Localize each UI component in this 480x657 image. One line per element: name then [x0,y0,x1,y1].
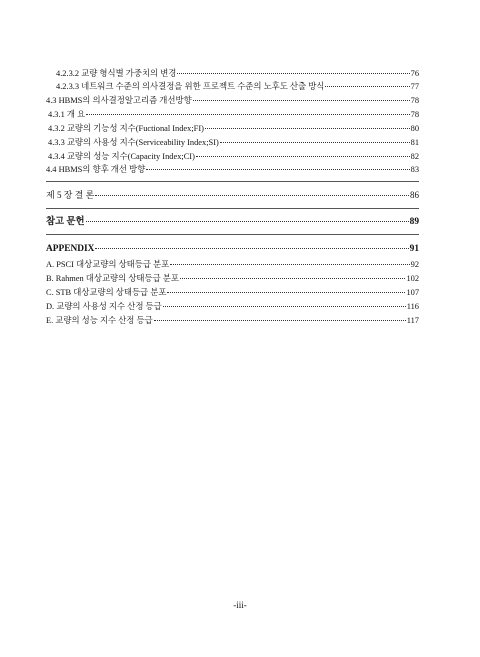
toc-entry-page: 82 [410,152,419,161]
dot-leader [95,248,408,249]
toc-entry-4-3 [46,95,419,106]
toc-appendix-b [46,273,419,284]
toc-entry-page: 107 [406,288,419,297]
toc-entry-page: 77 [410,82,419,91]
toc-entry-page: 78 [410,96,419,105]
toc-entry-page: 86 [410,190,419,200]
toc-appendix-c [46,287,419,298]
toc-entry-page: 89 [409,217,419,227]
toc-appendix-d [46,301,419,312]
toc-entry-label: 4.3.1 개 요 [48,110,86,119]
toc-entry-label: 4.4 HBMS의 향후 개선 방향 [46,165,146,174]
toc-entry-page: 117 [406,316,419,325]
dot-leader [205,128,410,129]
page-number: -iii- [233,600,247,610]
toc-entry-label: E. 교량의 성능 지수 산정 등급 [46,316,153,325]
toc-entry-label: D. 교량의 사용성 지수 산정 등급 [46,302,162,311]
toc-entry-label: B. Rahmen 대상교량의 상태등급 분포 [46,274,179,283]
toc-entry-4-3-3 [48,137,419,148]
toc-entry-4-2-3-2 [56,68,419,79]
dot-leader [163,306,406,307]
toc-entry-page: 81 [410,138,419,147]
toc-entry-label: 참고 문헌 [46,217,85,227]
dot-leader [196,156,410,157]
toc-entry-page: 83 [410,165,419,174]
toc-references [46,217,419,228]
divider [46,234,419,235]
toc-entry-4-3-4 [48,151,419,162]
toc-entry-label: 4.2.3.3 네트워크 수준의 의사결정을 위한 프로젝트 수준의 노후도 산출 방식 [56,82,325,91]
toc-entry-page: 92 [410,260,419,269]
toc-chapter-5 [46,190,419,201]
dot-leader [95,195,409,196]
toc-entry-label: 4.3 HBMS의 의사결정알고리즘 개선방향 [46,96,192,105]
toc-entry-label: 4.3.2 교량의 기능성 지수(Fuctional Index;FI) [48,124,204,133]
dot-leader [170,264,409,265]
dot-leader [86,114,410,115]
toc-entry-label: APPENDIX [46,244,95,254]
divider [46,208,419,209]
toc-appendix-a [46,259,419,270]
dot-leader [146,169,409,170]
toc-entry-label: 제 5 장 결 론 [46,190,95,200]
toc-entry-label: 4.3.3 교량의 사용성 지수(Serviceability Index;SI) [48,138,219,147]
dot-leader [220,142,410,143]
dot-leader [180,278,405,279]
dot-leader [325,86,409,87]
toc-entry-label: 4.3.4 교량의 성능 지수(Capacity Index;CI) [48,152,195,161]
divider [46,181,419,182]
dot-leader [167,292,405,293]
toc-entry-label: 4.2.3.2 교량 형식별 가중치의 변경 [56,69,177,78]
toc-entry-4-4 [46,164,419,175]
toc-entry-4-2-3-3 [56,81,419,92]
dot-leader [177,73,409,74]
toc-entry-page: 80 [410,124,419,133]
toc-entry-label: A. PSCI 대상교량의 상태등급 분포 [46,260,170,269]
toc-entry-page: 102 [406,274,419,283]
toc-appendix-e [46,315,419,326]
toc-entry-4-3-2 [48,123,419,134]
toc-entry-label: C. STB 대상교량의 상태등급 분포 [46,288,167,297]
dot-leader [86,221,409,222]
toc-appendix [46,244,419,255]
toc-entry-page: 78 [410,110,419,119]
toc-entry-4-3-1 [48,109,419,120]
toc-entry-page: 116 [406,302,419,311]
dot-leader [193,100,410,101]
toc-entry-page: 76 [410,69,419,78]
toc-entry-page: 91 [409,244,419,254]
dot-leader [154,320,406,321]
